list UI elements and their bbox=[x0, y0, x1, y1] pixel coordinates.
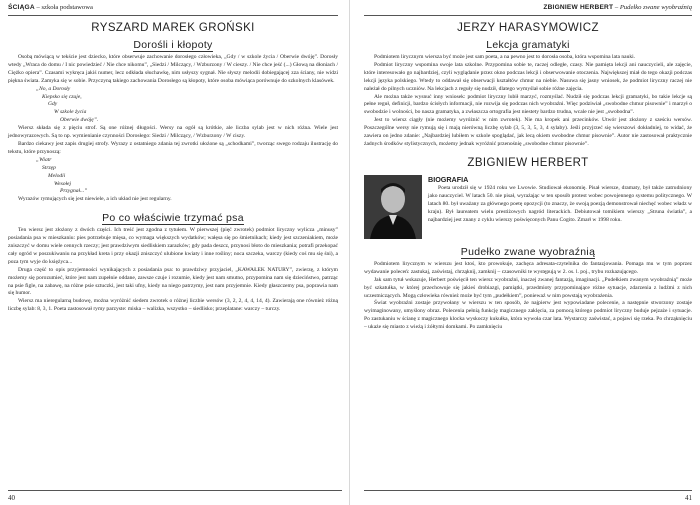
poem-title-dorosli-text: Dorośli i kłopoty bbox=[133, 39, 213, 51]
poem-title-lekcja bbox=[364, 39, 692, 51]
poem-title-pudelko-text: Pudełko zwane wyobraźnią bbox=[460, 245, 596, 258]
quote-line: Melodii bbox=[48, 172, 66, 179]
header-series: ŚCIĄGA bbox=[8, 4, 35, 11]
poem-title-lekcja-text: Lekcja gramatyki bbox=[486, 39, 570, 51]
author-heading-gronski: RYSZARD MAREK GROŃSKI bbox=[91, 22, 255, 34]
paragraph: Ale można także wysnuć inny wniosek: podmiot liryczny lubił marzyć, rozmyślać. Nudził się podczas lekcji gramatyki, bo takie lekcje są pełne reguł, definicji, bardzo ścisłych informacji, nie rozwija się podczas nich wyobraźni. Więc podziwiał „swobodne chmur pisownie” i marzył o swobodzie i wolności, bo nasza gramatyka, a zwłaszcza ortografia jest niestety bardzo trudna, wcale nie jest „swobodna”. bbox=[364, 93, 692, 116]
quote-line: Oberwie dwóję”. bbox=[60, 117, 99, 124]
biography-text: Poeta urodził się w 1924 roku we Lwowie. Studiował ekonomię. Pisał wiersze, dramaty, był także zatrudniony jako nauczyciel. W latach 50. nie pisał, wyrażając w ten sposób protest wobec powojennego systemu politycznego. W latach 80. był uważany za głównego poetę opozycji (to znaczy, że swoją poezją demonstrował niechęć wobec władz w kraju). Był laureatem wielu prestiżowych nagród literackich. Debiutował tomikiem wierszy „Struna światła”, a najbardziej jest znany z cyklu wierszy poświęconych Panu Cogito. Zmarł w 1998 roku. bbox=[428, 184, 692, 223]
quote-line: Kiepsko się czuje, bbox=[42, 93, 82, 100]
header-work-title: Pudełko zwane wyobraźnią bbox=[619, 4, 692, 11]
quote-line: Strzęp bbox=[42, 164, 56, 171]
paragraph: Podmiot liryczny wspomina swoje lata szkolne. Przypomina sobie te, raczej odległe, czasy. Nie pamięta lekcji ani nauczycieli, ale zajęcie, które interesowało go najbardziej, czyli wyglądanie przez okno podczas lekcji i obserwowanie otoczenia. Największej miał do tego okazji podczas lekcji języka polskiego. Wtedy to oddawał się obserwacji kształtów chmur na niebie. Nasuwa się jasny wniosek, że podmiot liryczny raczej nie należał do pilnych uczniów. Na lekcjach z reguły się nudził, dlatego wymyślał sobie różne zajęcia. bbox=[364, 61, 692, 92]
paragraph: Wiersz ma nieregularną budowę, można wyróżnić siedem zwrotek o różnej liczbie wersów (3, 2, 2, 4, 4, 14, 4). Zawierają one również różną liczbę sylab: 8, 3, 1. Poeta zastosował rymy parzyste: miska – walizka, wszystko – siedlisko; przeplatane: warczy – turczy. bbox=[8, 298, 338, 313]
paragraph: Wyrazów rymujących się jest niewiele, a ich układ nie jest regularny. bbox=[18, 196, 172, 203]
quote-line: „Wiatr bbox=[36, 156, 52, 163]
paragraph: Świat wyobraźni zostaje przywołany w wierszu w ten sposób, że najpierw jest wypowiadane polecenie, a następnie stworzony zostaje wyimaginowany, umyślony obraz. Polecenia pełnią funkcję magicznego zaklęcia, za pomocą którego podmiot liryczny buduje pejzaże i sytuacje. Po zastukaniu w ścianę z magicznego klocka wyskoczy kukułka, która wywoła czar lata. Wystarczy zaświstać, a pojawi się rzeka. Po chrząknięciu – ukaże się miasto z wieżą i żółtymi domkami. Po zamknięciu bbox=[364, 300, 692, 331]
biography-block bbox=[364, 173, 692, 241]
header-subtitle: – szkoła podstawowa bbox=[34, 4, 93, 11]
paragraph: Druga część to opis przyjemności wynikających z posiadania psa: to prawdziwy przyjaciel, „KAWAŁEK NATURY”, zwierzę, z którym możemy się porozumieć, które jest nam zupełnie oddane, zawsze czuje i rozumie, kiedy jest nam smutno, przypomina nam się dzieciństwo, patrząc na psie figle, na zabawę, na różne psie sztuczki, jest taki ufny, kiedy na niego patrzymy, jest nam przyjemnie. Kiedy głaszczemy psa, poprawia nam się humor. bbox=[8, 266, 338, 297]
paragraph: Jest to wiersz ciągły (nie możemy wyróżnić w nim zwrotek). Nie ma kropek ani przecinków. Utwór jest złożony z sześciu wersów. Poszczególne wersy nie rymują się i mają nierówną liczbę sylab (3, 5, 3, 5, 3, 4 sylaby). Jeśli przyjrzeć się wierszowi dokładniej, to widać, że zawiera on jedno zdanie: „Najbardziej lubiłem w szkole spoglądać, jak lecą okiem swobodne chmur pisownie”. Autor nie zastosował praktycznie żadnych środków stylistycznych, możemy jednak wyróżnić przenośnię „swobodne chmur pisownie”. bbox=[364, 117, 692, 147]
quote-line: Wesołej bbox=[54, 180, 72, 187]
right-running-header: ZBIGNIEW HERBERT – Pudełko zwane wyobraźnią bbox=[364, 0, 692, 16]
paragraph: Jak sam tytuł wskazuje, Herbert poświęcił ten wiersz wyobraźni, inaczej zwanej fantazją, imaginacji. „Pudełkiem zwanym wyobraźnią” może być szkatułka, w której przechowuje się jakieś drobiazgi, pamiątki, przedmioty przypominające różne sytuacje, zdarzenia z ludźmi z nich uczestniczących. Mogą człowieka również może być tym „pudełkiem”, poniewaź w nim powstają wyobrażenia. bbox=[364, 276, 692, 299]
poem-title-po-co-psa-text: Po co właściwie trzymać psa bbox=[102, 212, 244, 225]
page-number: 41 bbox=[685, 494, 692, 502]
paragraph: Osobą mówiącą w tekście jest dziecko, które obserwuje zachowanie dorosłego człowieka, „Gdy / w szkole życia / Oberwie dwóję”. Dorosły wtedy „Wraca do domu / I nic powiedzieć / Nie chce nikomu”, „Siedzi / Milczący, / Wzburzony / W cieszy. / Nie chce jeść (...) Głową na dłoniach / Ciężko opiera”. Czasami wykręca jakiś numer, lecz odkłada słuchawkę, nim usłyszy sygnał. Nie słyszy melodii dobiegającej zza ściany, nie widzi piękna świata. Zamyka się w sobie. Przyczyną takiego zachowania Dorosłego są kłopoty, które osoba mówiąca porównuje do szkolnych klasówek. bbox=[8, 54, 338, 84]
paragraph: Ten wiersz jest złożony z dwóch części. Ich treść jest zgodna z tytułem. W pierwszej (pięć zwrotek) podmiot liryczny wylicza „minusy” posiadania psa w mieszkaniu: pies potrzebuje mięsa, co wymaga większych wydatków; wałęsa się po śmietnikach; kiedy jest szczeniakiem, może zniszczyć w domu wiele cennych rzeczy; jest prawdziwym siedliskiem zarazków; gdy pada deszcz, przynosi błoto do mieszkania; potrafi przekopać cały ogród w poszukiwaniu na przykład kreta i przy okazji zniszczyć ulubione kwiaty i inne rośliny; noca szczeka, warczy (kiedy coś mu się śni), a poza tym wyje do księżyca... bbox=[8, 227, 338, 265]
paragraph: Wiersz składa się z pięciu strof. Są one różnej długości. Wersy na ogół są krótkie, ale liczba sylab jest w nich różna. Wiele jest jednowyrazowych. Są to np. wymienianie czynności Dorosłego: Siedzi / Milczący, / Wzburzony / W ciszy. bbox=[8, 125, 338, 140]
author-heading-herbert: ZBIGNIEW HERBERT bbox=[467, 156, 589, 169]
poem-title-dorosli bbox=[8, 39, 338, 51]
left-running-header bbox=[8, 0, 338, 16]
poem-stairs-quote bbox=[36, 157, 338, 197]
poem-quote bbox=[36, 86, 338, 126]
author-portrait-photo bbox=[364, 175, 422, 239]
quote-line: „No, a Dorosły bbox=[36, 85, 71, 92]
page-number: 40 bbox=[8, 494, 15, 502]
quote-line: W szkole życia bbox=[54, 109, 87, 116]
paragraph: Podmiotem lirycznym w wierszu jest ktoś, kto prowokuje, zachęca adresata-czytelnika do fantazjowania. Pomaga mu w tym poprzez wydawanie poleceń: zastukaj, zaświstaj, chrząknij, zamknij – czasowniki te występują w 2. os. l. poj., trybu rozkazującego. bbox=[364, 260, 692, 275]
header-author: ZBIGNIEW HERBERT bbox=[543, 4, 614, 11]
quote-line: Przygnał...” bbox=[60, 188, 88, 195]
poem-title-pudelko bbox=[364, 246, 692, 258]
paragraph: Podmiotem lirycznym wiersza być może jest sam poeta, a na pewno jest to dorosła osoba, która wspomina lata nauki. bbox=[374, 54, 636, 60]
poem-title-po-co-psa bbox=[8, 212, 338, 224]
left-footer bbox=[8, 490, 342, 505]
right-page bbox=[350, 0, 700, 505]
paragraph: Bardzo ciekawy jest zapis drugiej strofy. Wyrazy z ostatniego zdania tej zwrotki ułożone są „schodkami”, tworząc swego rodzaju ilustrację do tekstu, które przynoszą: bbox=[8, 140, 338, 155]
biography-heading: BIOGRAFIA bbox=[428, 174, 469, 184]
quote-line: Gdy bbox=[48, 101, 58, 108]
author-heading-harasymowicz: JERZY HARASYMOWICZ bbox=[457, 22, 599, 34]
right-footer bbox=[364, 490, 692, 505]
